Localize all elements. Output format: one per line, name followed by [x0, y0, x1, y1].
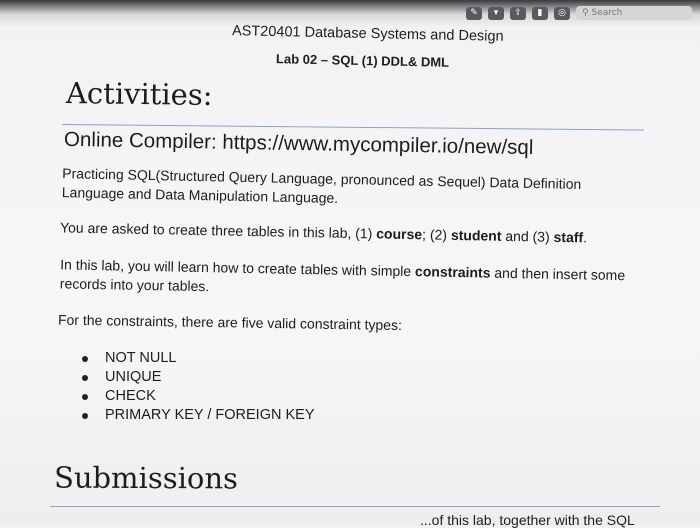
constraint-name: CHECK [105, 388, 156, 404]
activities-heading: Activities: [65, 75, 213, 113]
tables-paragraph [60, 218, 650, 248]
highlighter-icon[interactable]: ▮ [532, 7, 548, 20]
list-item [82, 406, 315, 425]
text-span: You are asked to create three tables in this lab, (1) [59, 219, 377, 242]
intro-paragraph: Practicing SQL(Structured Query Language, pronounced as Sequel) Data Definition Language and Data Manipulation Language. [61, 165, 582, 206]
share-icon[interactable]: ⇧ [510, 7, 526, 20]
list-item [82, 349, 315, 368]
bullet-icon [82, 413, 88, 419]
constraint-name: PRIMARY KEY / FOREIGN KEY [105, 407, 315, 423]
list-item [82, 387, 315, 406]
table-name-student: student [450, 226, 502, 244]
constraint-name: NOT NULL [105, 350, 177, 366]
constraint-name: UNIQUE [105, 369, 162, 385]
course-title: AST20401 Database Systems and Design [231, 23, 504, 45]
markup-icon[interactable]: ◎ [554, 7, 570, 20]
constraint-types-intro: For the constraints, there are five valid constraint types: [57, 311, 403, 334]
table-name-course: course [376, 225, 423, 243]
section-divider [50, 506, 660, 507]
text-span: . [583, 229, 588, 246]
search-icon: ⚲ [582, 8, 589, 18]
pen-icon[interactable]: ✎ [466, 7, 482, 20]
text-span: and (3) [501, 227, 554, 245]
bullet-icon [82, 375, 88, 381]
chevron-down-icon[interactable]: ▾ [488, 7, 504, 20]
text-span: In this lab, you will learn how to create tables with simple [60, 256, 416, 280]
constraint-list [82, 349, 315, 425]
table-name-staff: staff [553, 228, 584, 246]
lab-title: Lab 02 – SQL (1) DDL& DML [275, 51, 450, 70]
constraints-keyword: constraints [414, 263, 491, 281]
bullet-icon [82, 356, 88, 362]
submissions-heading: Submissions [53, 460, 239, 496]
text-span: ; (2) [421, 226, 452, 243]
bullet-icon [82, 394, 88, 400]
search-placeholder: Search [591, 8, 623, 18]
constraints-paragraph [60, 255, 651, 304]
online-compiler-line: Online Compiler: https://www.mycompiler.io/new/sql [63, 127, 534, 160]
text-span: and then insert some records into your tables. [59, 264, 626, 295]
list-item [82, 368, 315, 387]
submissions-text-cutoff: ...of this lab, together with the SQL [420, 512, 635, 528]
